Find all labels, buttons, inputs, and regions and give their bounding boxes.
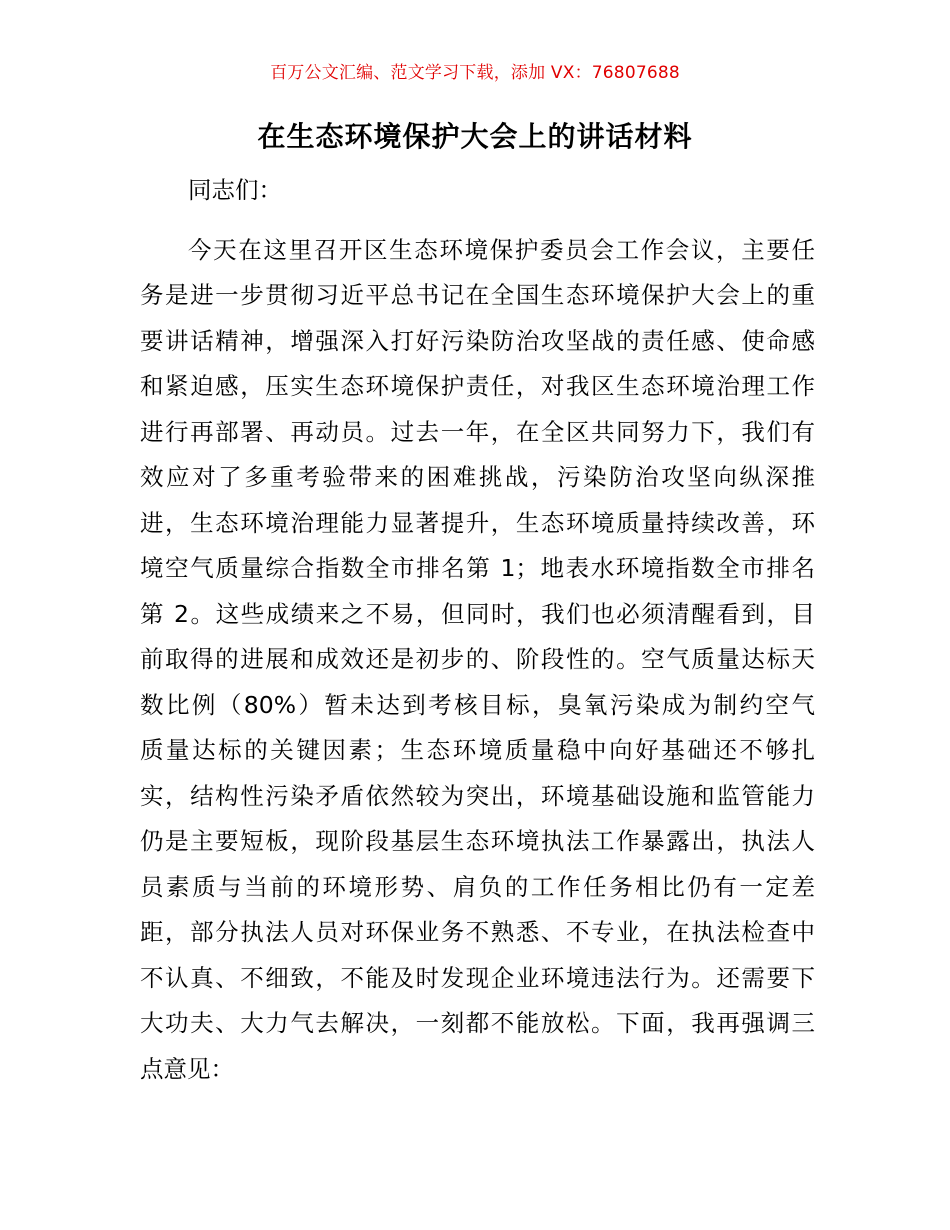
paragraph-line: 进行再部署、再动员。过去一年，在全区共同努力下，我们有 <box>140 417 815 446</box>
paragraph-line: 距，部分执法人员对环保业务不熟悉、不专业，在执法检查中 <box>140 918 815 946</box>
paragraph-line: 要讲话精神，增强深入打好污染防治攻坚战的责任感、使命感 <box>140 326 815 355</box>
document-title: 在生态环境保护大会上的讲话材料 <box>257 120 693 153</box>
body-paragraph <box>140 228 815 1093</box>
paragraph-line: 前取得的进展和成效还是初步的、阶段性的。空气质量达标天 <box>140 645 815 673</box>
paragraph-line: 大功夫、大力气去解决，一刻都不能放松。下面，我再强调三 <box>140 1009 815 1037</box>
paragraph-line: 务是进一步贯彻习近平总书记在全国生态环境保护大会上的重 <box>140 281 815 309</box>
document-body <box>140 168 815 1092</box>
paragraph-line: 仍是主要短板，现阶段基层生态环境执法工作暴露出，执法人 <box>140 827 815 855</box>
paragraph-line: 员素质与当前的环境形势、肩负的工作任务相比仍有一定差 <box>140 872 815 901</box>
paragraph-line: 第 2。这些成绩来之不易，但同时，我们也必须清醒看到，目 <box>140 599 815 628</box>
paragraph-line: 数比例（80%）暂未达到考核目标，臭氧污染成为制约空气 <box>140 690 815 719</box>
paragraph-line: 点意见： <box>140 1054 234 1083</box>
paragraph-line: 境空气质量综合指数全市排名第 1；地表水环境指数全市排名 <box>140 554 815 582</box>
paragraph-line: 今天在这里召开区生态环境保护委员会工作会议，主要任 <box>188 235 815 264</box>
salutation: 同志们： <box>188 176 282 204</box>
paragraph-line: 和紧迫感，压实生态环境保护责任，对我区生态环境治理工作 <box>140 372 815 400</box>
paragraph-line: 效应对了多重考验带来的困难挑战，污染防治攻坚向纵深推 <box>140 463 815 491</box>
paragraph-line: 实，结构性污染矛盾依然较为突出，环境基础设施和监管能力 <box>140 781 815 810</box>
paragraph-line: 进，生态环境治理能力显著提升，生态环境质量持续改善，环 <box>140 508 815 537</box>
watermark-banner: 百万公文汇编、范文学习下载，添加 VX：76807688 <box>270 63 680 83</box>
paragraph-line: 质量达标的关键因素；生态环境质量稳中向好基础还不够扎 <box>140 736 815 764</box>
paragraph-line: 不认真、不细致，不能及时发现企业环境违法行为。还需要下 <box>140 963 815 992</box>
